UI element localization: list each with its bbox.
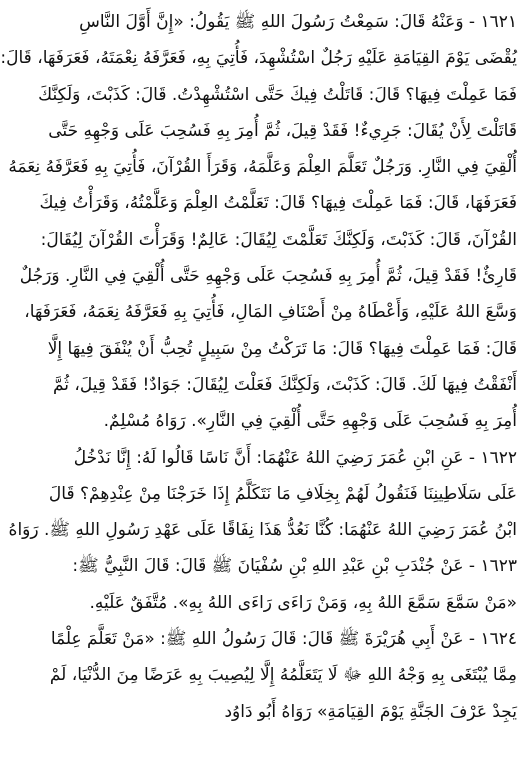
text-line: أَنْفَقْتُ فِيهَا لَكَ. قَالَ: كَذَبْتَ، وَلَكِنَّكَ فَعَلْتَ لِيُقَالَ: جَوَادٌ! فَقَدْ قِيلَ، ثُمَّ <box>52 374 517 395</box>
text-line: قَاتَلْتَ لِأَنْ يُقَالَ: جَرِيءٌ! فَقَدْ قِيلَ، ثُمَّ أُمِرَ بِهِ فَسُحِبَ عَلَى وَجْهِهِ حَتَّى <box>48 120 517 141</box>
text-line: فَمَا عَمِلْتَ فِيهَا؟ قَالَ: قَاتَلْتُ فِيكَ حَتَّى اسْتُشْهِدْتُ. قَالَ: كَذَبْتَ، وَلَكِنَّكَ <box>38 84 517 105</box>
text-line: أُمِرَ بِهِ فَسُحِبَ عَلَى وَجْهِهِ حَتَّى أُلْقِيَ فِي النَّارِ». رَوَاهُ مُسْلِمٌ. <box>103 411 517 432</box>
hadith-1624 <box>49 621 517 730</box>
text-line: القُرْآنَ، قَالَ: كَذَبْتَ، وَلَكِنَّكَ تَعَلَّمْتَ لِيُقَالَ: عَالِمٌ! وَقَرَأْتَ القُرْآنَ لِيُقَالَ: <box>40 229 517 250</box>
text-line: يُقْضَى يَوْمَ القِيَامَةِ عَلَيْهِ رَجُلٌ اسْتُشْهِدَ، فَأُتِيَ بِهِ، فَعَرَّفَهُ نِعْمَتَهُ، فَعَرَفَهَا، قَالَ: <box>0 48 517 69</box>
text-line: قَارِئٌ! فَقَدْ قِيلَ، ثُمَّ أُمِرَ بِهِ فَسُحِبَ عَلَى وَجْهِهِ حَتَّى أُلْقِيَ فِي النَّارِ. وَرَجُلٌ <box>19 266 517 287</box>
text-line: ١٦٢٢ - عَنِ ابْنِ عُمَرَ رَضِيَ اللهُ عَنْهُمَا: أَنَّ نَاسًا قَالُوا لَهُ: إِنَّا نَدْخُلُ <box>73 447 517 468</box>
text-line: فَعَرَفَهَا، قَالَ: فَمَا عَمِلْتَ فِيهَا؟ قَالَ: تَعَلَّمْتُ العِلْمَ وَعَلَّمْتُهُ، وَقَرَأْتُ فِيكَ <box>39 193 517 214</box>
text-line: وَسَّعَ اللهُ عَلَيْهِ، وَأَعْطَاهُ مِنْ أَصْنَافِ المَالِ، فَأُتِيَ بِهِ فَعَرَّفَهُ نِعَمَهُ، فَعَرَفَهَا، <box>24 302 517 323</box>
text-line: قَالَ: فَمَا عَمِلْتَ فِيهَا؟ قَالَ: مَا تَرَكْتُ مِنْ سَبِيلٍ تُحِبُّ أَنْ يُنْفَقَ فِيهَا إِلَّا <box>47 338 517 359</box>
text-line: «مَنْ سَمَّعَ سَمَّعَ اللهُ بِهِ، وَمَنْ رَاءَى رَاءَى اللهُ بِهِ». مُتَّفَقٌ عَلَيْهِ. <box>89 592 517 613</box>
text-line: عَلَى سَلَاطِينِنَا فَنَقُولُ لَهُمْ بِخِلَافِ مَا نَتَكَلَّمُ إِذَا خَرَجْنَا مِنْ عِنْدِهِمْ؟ قَالَ <box>48 483 517 504</box>
text-line: ابْنُ عُمَرَ رَضِيَ اللهُ عَنْهُمَا: كُنَّا نَعُدُّ هَذَا نِفَاقًا عَلَى عَهْدِ رَسُولِ اللهِ ﷺ. رَوَاهُ <box>8 520 517 541</box>
text-line: ١٦٢٣ - عَنْ جُنْدَبِ بْنِ عَبْدِ اللهِ بْنِ سُفْيَانَ ﷺ قَالَ: قَالَ النَّبِيُّ ﷺ: <box>72 556 517 577</box>
hadith-1621 <box>0 4 517 440</box>
text-line: مِمَّا يُبْتَغَى بِهِ وَجْهُ اللهِ ﷻ لَا يَتَعَلَّمُهُ إِلَّا لِيُصِيبَ بِهِ عَرَضًا مِنَ الدُّنْيَا، لَمْ <box>49 665 517 686</box>
text-line: يَجِدْ عَرْفَ الجَنَّةِ يَوْمَ القِيَامَةِ» رَوَاهُ أَبُو دَاوُد <box>224 701 517 722</box>
text-line: أُلْقِيَ فِي النَّارِ. وَرَجُلٌ تَعَلَّمَ العِلْمَ وَعَلَّمَهُ، وَقَرَأَ القُرْآنَ، فَأُتِيَ بِهِ فَعَرَّفَهُ نِعَمَهُ <box>8 157 517 178</box>
hadith-1623 <box>72 548 517 621</box>
text-line: ١٦٢٤ - عَنْ أَبِي هُرَيْرَةَ ﷺ قَالَ: قَالَ رَسُولُ اللهِ ﷺ: «مَنْ تَعَلَّمَ عِلْمًا <box>50 629 517 650</box>
hadith-1622 <box>8 440 517 549</box>
text-line: ١٦٢١ - وَعَنْهُ قَالَ: سَمِعْتُ رَسُولَ اللهِ ﷺ يَقُولُ: «إِنَّ أَوَّلَ النَّاسِ <box>79 12 517 32</box>
